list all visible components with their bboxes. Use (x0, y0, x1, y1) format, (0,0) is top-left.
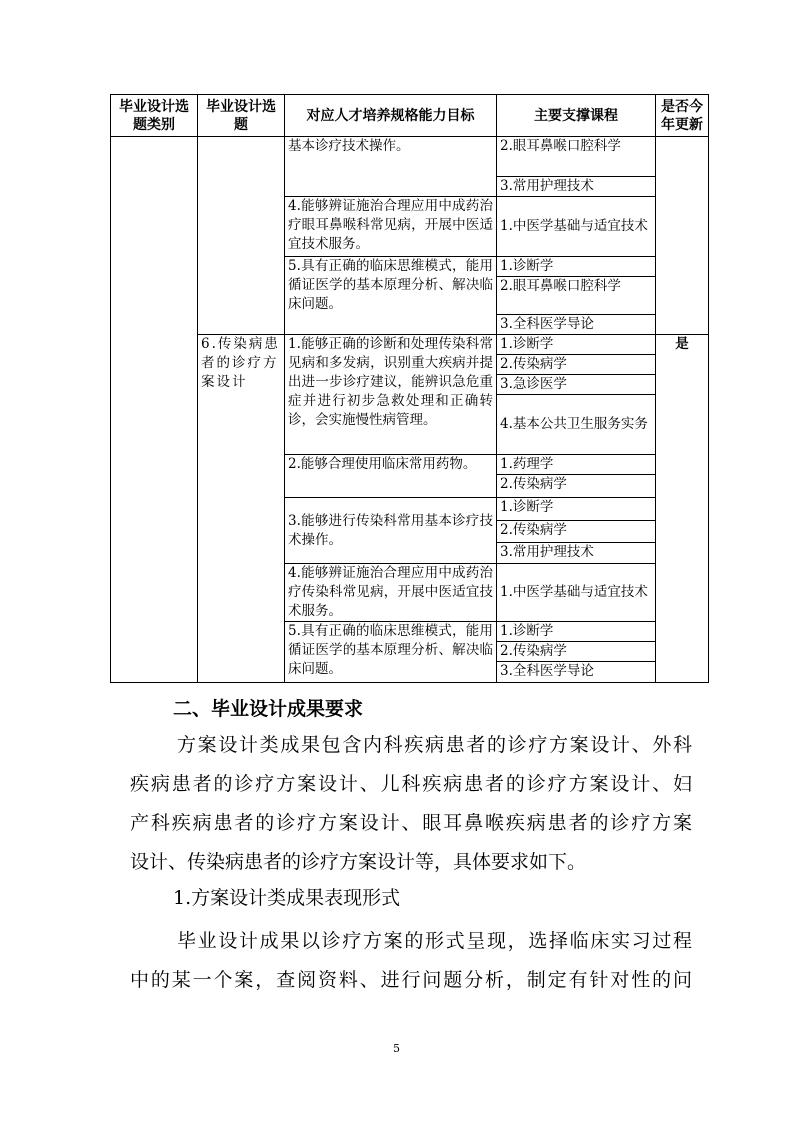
course-cell: 3.常用护理技术 (497, 177, 656, 197)
course-cell: 2.眼耳鼻喉口腔科学 (497, 277, 656, 315)
header-ability-goal: 对应人才培养规格能力目标 (285, 95, 497, 137)
category-cell (111, 137, 198, 683)
course-cell: 1.诊断学 (497, 335, 656, 355)
paragraph-1 (130, 726, 692, 882)
page-number: 5 (393, 1042, 400, 1055)
topic-cell: 6.传染病患者的诊疗方案设计 (198, 335, 285, 683)
course-cell: 2.传染病学 (497, 521, 656, 543)
course-cell: 2.传染病学 (497, 355, 656, 375)
goal-cell: 5.具有正确的临床思维模式，能用循证医学的基本原理分析、解决临床问题。 (285, 622, 497, 683)
paragraph-2 (130, 922, 692, 1000)
course-cell: 3.全科医学导论 (497, 315, 656, 335)
updated-cell-continued (656, 137, 709, 335)
section-heading: 二、毕业设计成果要求 (173, 698, 364, 720)
goal-cell: 5.具有正确的临床思维模式，能用循证医学的基本原理分析、解决临床问题。 (285, 257, 497, 335)
goal-cell: 3.能够进行传染科常用基本诊疗技术操作。 (285, 498, 497, 564)
goal-cell: 2.能够合理使用临床常用药物。 (285, 455, 497, 498)
paragraph-line: 方案设计类成果包含内科疾病患者的诊疗方案设计、外科 (177, 734, 692, 756)
goal-cell: 1.能够正确的诊断和处理传染科常见病和多发病，识别重大疾病并提出进一步诊疗建议，能辨识急危重症并进行初步急救处理和正确转诊，会实施慢性病管理。 (285, 335, 497, 455)
paragraph-line: 中的某一个案，查阅资料、进行问题分析，制定有针对性的问 (130, 969, 692, 991)
paragraph-line: 产科疾病患者的诊疗方案设计、眼耳鼻喉疾病患者的诊疗方案 (130, 812, 692, 834)
paragraph-line: 设计、传染病患者的诊疗方案设计等，具体要求如下。 (130, 851, 587, 873)
paragraph-line: 毕业设计成果以诊疗方案的形式呈现，选择临床实习过程 (177, 930, 692, 952)
goal-cell: 4.能够辨证施治合理应用中成药治疗传染科常见病，开展中医适宜技术服务。 (285, 564, 497, 622)
header-category: 毕业设计选题类别 (111, 95, 198, 137)
course-cell: 3.常用护理技术 (497, 543, 656, 564)
course-cell: 1.诊断学 (497, 622, 656, 642)
topic-cell-continued (198, 137, 285, 335)
curriculum-table (110, 94, 709, 683)
updated-cell: 是 (656, 335, 709, 683)
course-cell: 2.传染病学 (497, 475, 656, 498)
course-cell: 2.传染病学 (497, 642, 656, 662)
goal-cell: 4.能够辨证施治合理应用中成药治疗眼耳鼻喉科常见病，开展中医适宜技术服务。 (285, 197, 497, 257)
table-header-row (111, 95, 709, 137)
course-cell: 3.急诊医学 (497, 375, 656, 395)
header-courses: 主要支撑课程 (497, 95, 656, 137)
course-cell: 1.药理学 (497, 455, 656, 475)
course-cell: 2.眼耳鼻喉口腔科学 (497, 137, 656, 177)
course-cell: 1.中医学基础与适宜技术 (497, 197, 656, 257)
course-cell: 1.诊断学 (497, 257, 656, 277)
header-updated: 是否今年更新 (656, 95, 709, 137)
goal-cell: 基本诊疗技术操作。 (285, 137, 497, 197)
header-topic: 毕业设计选题 (198, 95, 285, 137)
course-cell: 3.全科医学导论 (497, 662, 656, 683)
subsection-heading: 1.方案设计类成果表现形式 (173, 887, 401, 909)
course-cell: 4.基本公共卫生服务实务 (497, 395, 656, 455)
course-cell: 1.中医学基础与适宜技术 (497, 564, 656, 622)
paragraph-line: 疾病患者的诊疗方案设计、儿科疾病患者的诊疗方案设计、妇 (130, 773, 692, 795)
course-cell: 1.诊断学 (497, 498, 656, 521)
